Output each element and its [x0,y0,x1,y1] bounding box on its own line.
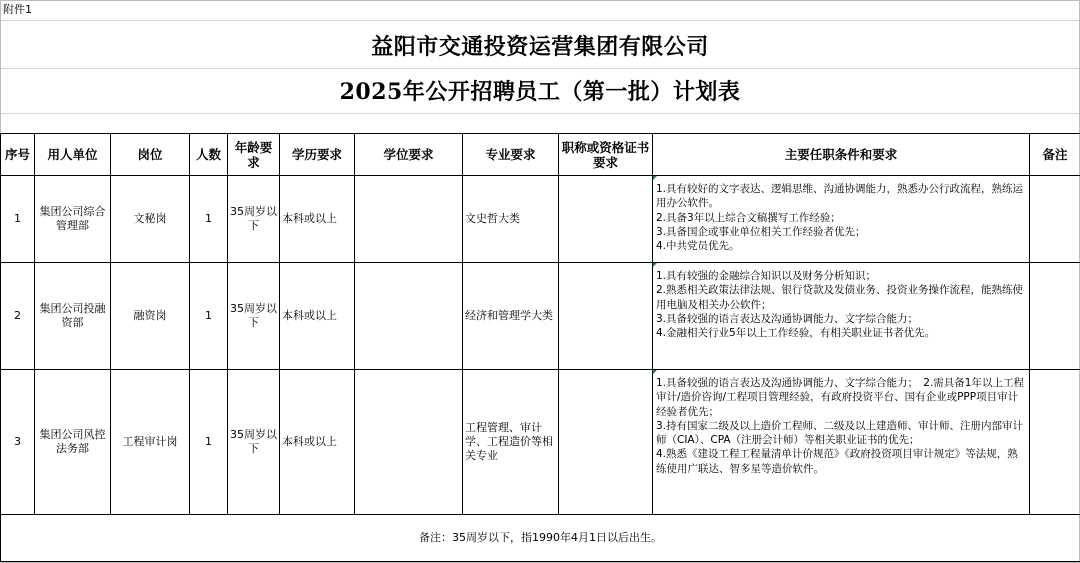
cell-seq: 2 [1,263,35,370]
requirement-line: 1.具有较好的文字表达、逻辑思维、沟通协调能力，熟悉办公行政流程，熟练运用办公软件。 [656,183,1024,210]
header-remarks: 备注 [1030,134,1080,176]
cell-title-cert [559,176,653,263]
cell-major: 文史哲大类 [463,176,559,263]
table-row [1,176,1080,263]
cell-degree [355,370,463,515]
requirement-line: 2.具备3年以上综合文稿撰写工作经验； [656,211,841,224]
header-age: 年龄要求 [228,134,280,176]
cell-count: 1 [190,263,228,370]
header-education: 学历要求 [280,134,355,176]
cell-remarks [1030,176,1080,263]
header-degree: 学位要求 [355,134,463,176]
cell-comment-marker [653,263,657,267]
header-position: 岗位 [111,134,190,176]
cell-degree [355,176,463,263]
requirement-line: 4.熟悉《建设工程工程量清单计价规范》《政府投资项目审计规定》等法规，熟练使用广联达、智多星等造价软件。 [656,448,1018,475]
cell-major: 工程管理、审计学、工程造价等相关专业 [463,370,559,515]
header-seq: 序号 [1,134,35,176]
cell-degree [355,263,463,370]
header-unit: 用人单位 [35,134,111,176]
document-title-line2: 2025年公开招聘员工（第一批）计划表 [339,79,741,105]
cell-position: 工程审计岗 [111,370,190,515]
footnote: 备注：35周岁以下，指1990年4月1日以后出生。 [1,515,1080,562]
requirement-line: 4.金融相关行业5年以上工作经验，有相关职业证书者优先。 [656,327,936,340]
header-count: 人数 [190,134,228,176]
document-title-line1: 益阳市交通投资运营集团有限公司 [371,34,709,60]
cell-count: 1 [190,370,228,515]
cell-unit: 集团公司风控法务部 [35,370,111,515]
cell-major: 经济和管理学大类 [463,263,559,370]
requirement-line: 1.具备较强的语言表达及沟通协调能力、文字综合能力； 2.需具备1年以上工程审计/造价咨询/工程项目管理经验，有政府投资平台、国有企业或PPP项目审计经验者优先； [656,377,1024,418]
header-row [1,134,1080,176]
requirement-line: 1.具有较强的金融综合知识以及财务分析知识； [656,270,877,282]
cell-requirements [653,370,1030,515]
cell-education: 本科或以上 [280,370,355,515]
cell-unit: 集团公司投融资部 [35,263,111,370]
attachment-label: 附件1 [3,3,32,16]
cell-seq: 1 [1,176,35,263]
header-title-cert: 职称或资格证书要求 [559,134,653,176]
header-major: 专业要求 [463,134,559,176]
cell-seq: 3 [1,370,35,515]
requirement-line: 2.熟悉相关政策法律法规、银行贷款及发债业务、投资业务操作流程，能熟练使用电脑及相关办公软件； [656,284,1024,311]
footnote-row [1,515,1080,562]
header-duties: 主要任职条件和要求 [653,134,1030,176]
cell-age: 35周岁以下 [228,263,280,370]
table-row [1,370,1080,515]
cell-age: 35周岁以下 [228,370,280,515]
cell-requirements [653,263,1030,370]
table-row [1,263,1080,370]
cell-comment-marker [653,370,657,374]
cell-unit: 集团公司综合管理部 [35,176,111,263]
cell-count: 1 [190,176,228,263]
cell-education: 本科或以上 [280,263,355,370]
cell-position: 文秘岗 [111,176,190,263]
requirement-line: 3.具备国企或事业单位相关工作经验者优先； [656,225,866,238]
cell-requirements [653,176,1030,263]
requirement-line: 4.中共党员优先。 [656,240,740,253]
requirement-line: 3.持有国家二级及以上造价工程师、二级及以上建造师、审计师、注册内部审计师（CIA）、CPA（注册会计师）等相关职业证书的优先； [656,419,1024,447]
cell-remarks [1030,263,1080,370]
cell-age: 35周岁以下 [228,176,280,263]
cell-position: 融资岗 [111,263,190,370]
recruitment-plan-table [0,133,1080,562]
requirement-line: 3.具备较强的语言表达及沟通协调能力、文字综合能力； [656,312,919,325]
cell-education: 本科或以上 [280,176,355,263]
cell-comment-marker [653,176,657,180]
cell-title-cert [559,370,653,515]
cell-remarks [1030,370,1080,515]
cell-title-cert [559,263,653,370]
